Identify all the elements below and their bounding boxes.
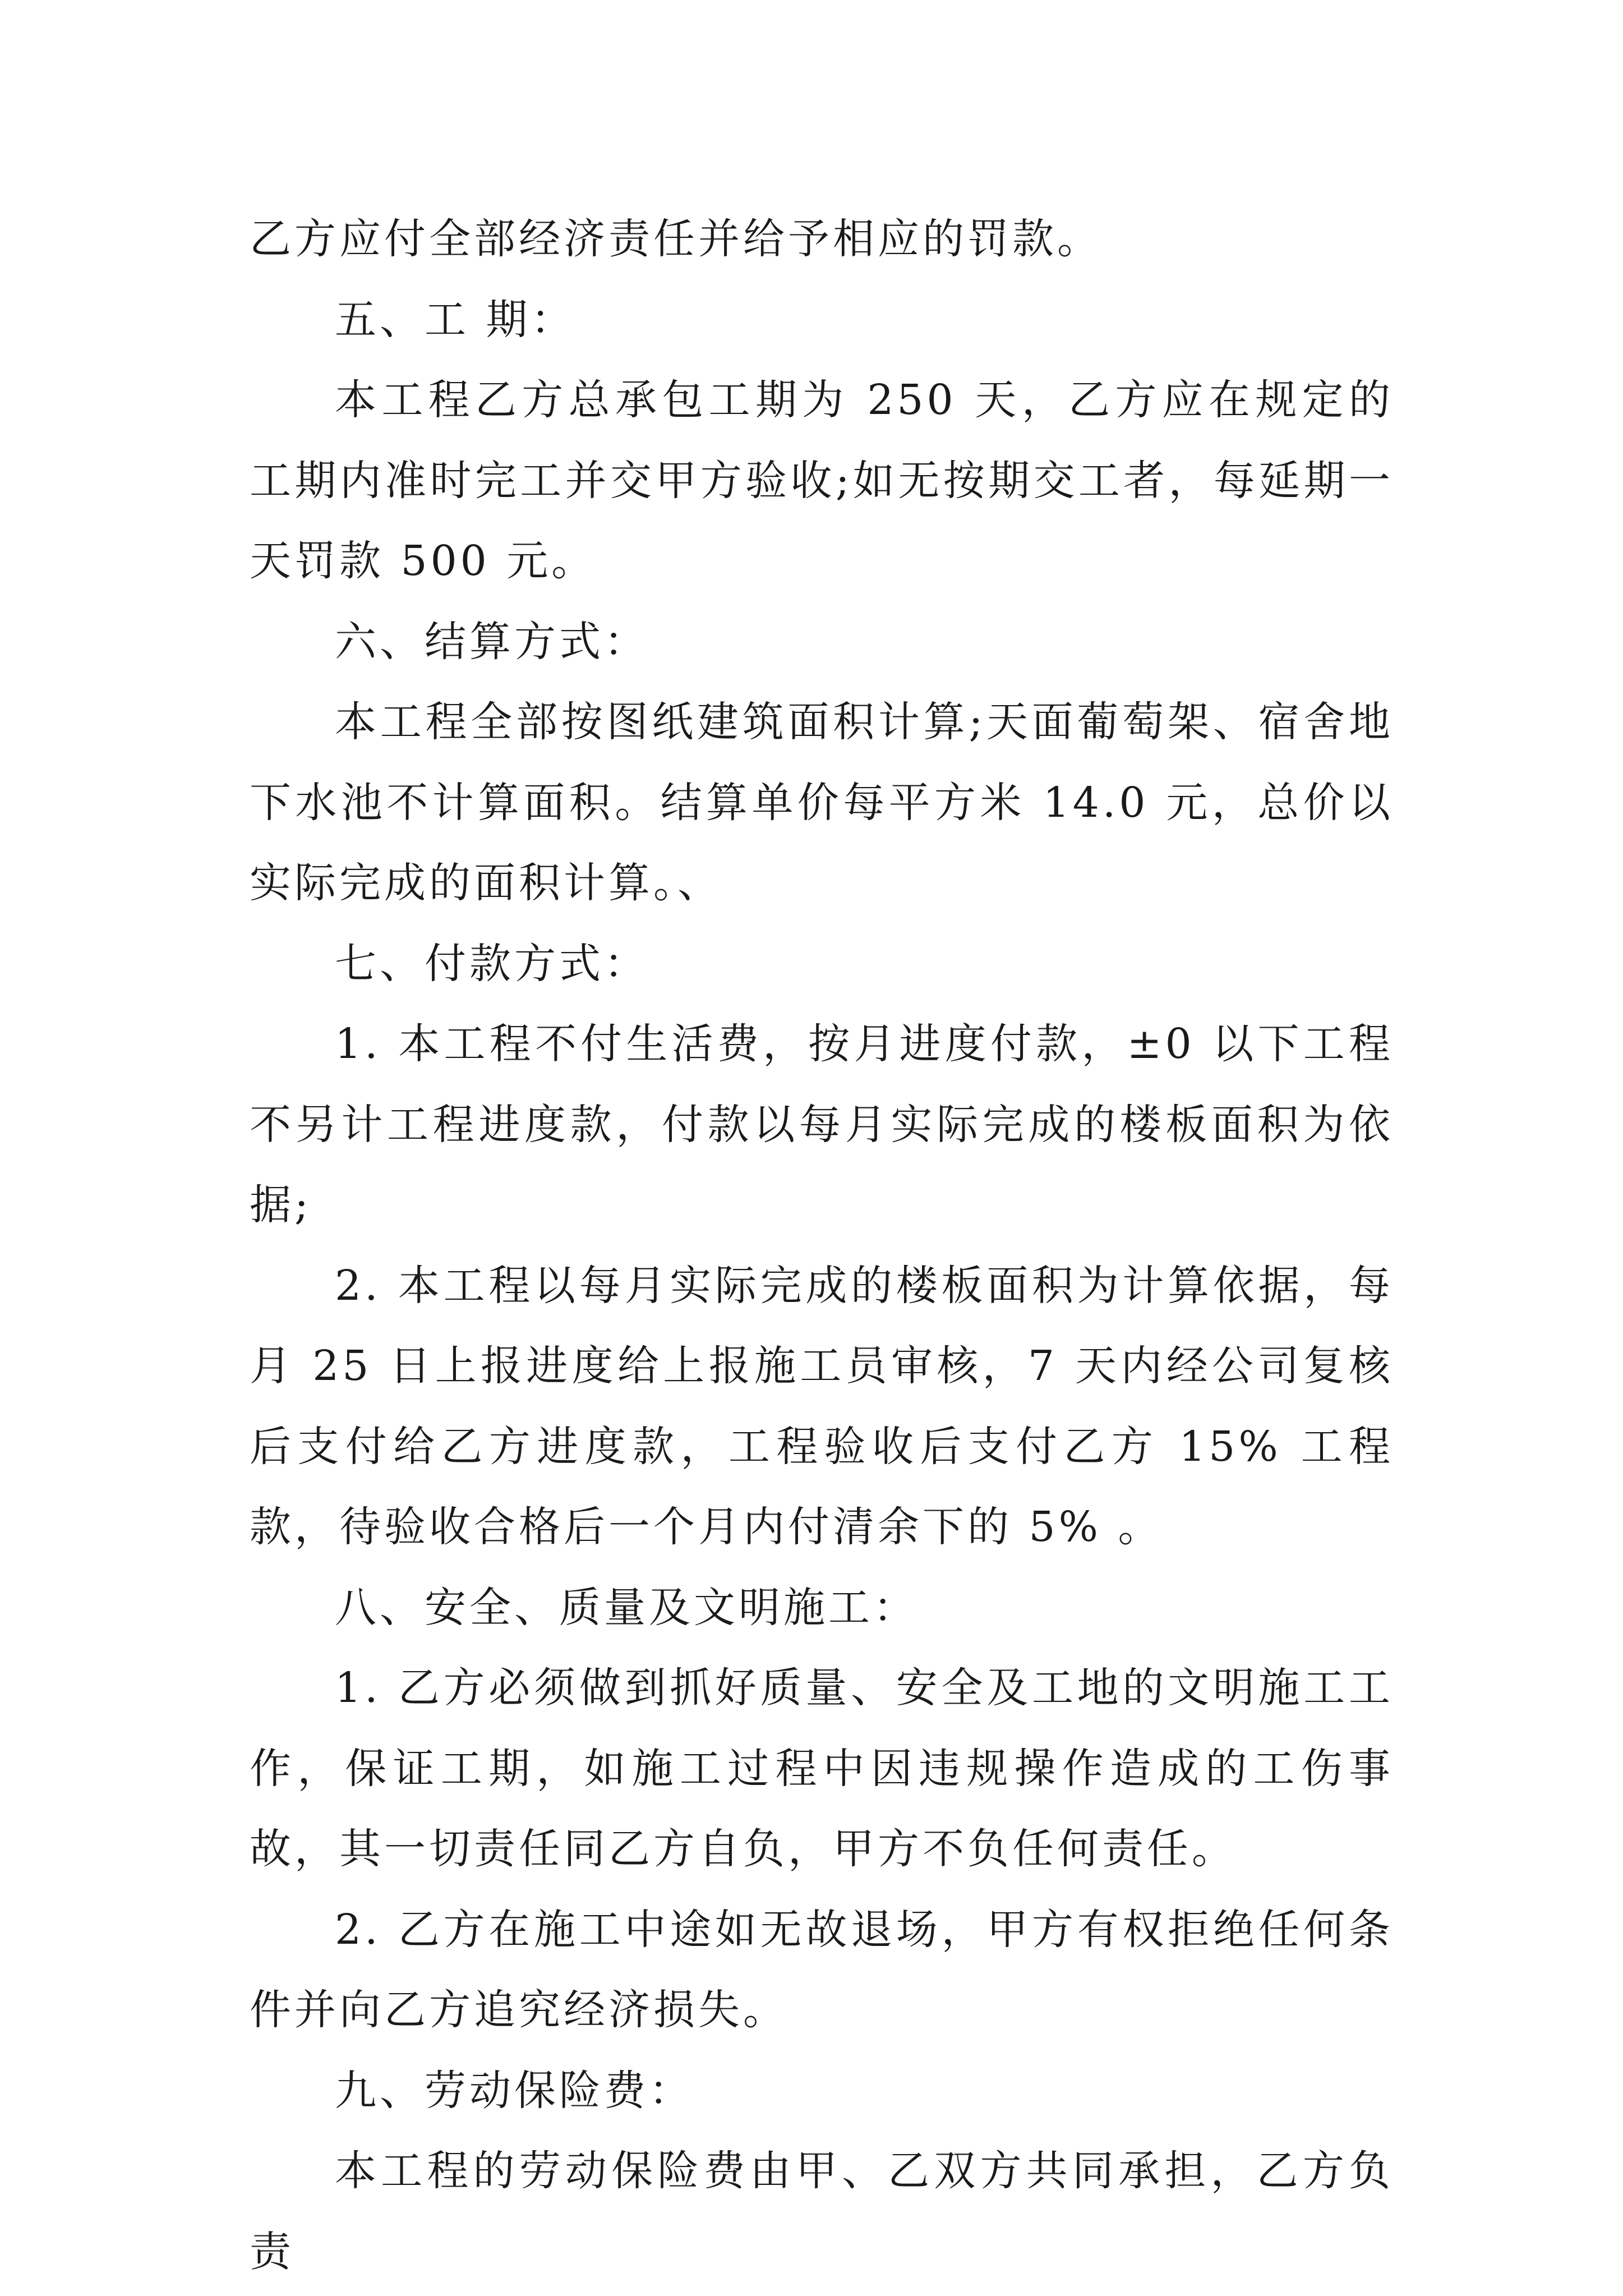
section-heading-safety: 八、安全、质量及文明施工： (335, 1583, 918, 1632)
section-heading-insurance: 九、劳动保险费： (335, 2066, 694, 2115)
paragraph-payment-item-2: 2. 本工程以每月实际完成的楼板面积为计算依据，每月 25 日上报进度给上报施工员审核，7 天内经公司复核后支付给乙方进度款，工程验收后支付乙方 15% 工程款，待验收合格后一个月内付清余下的 5% 。 (250, 1261, 1394, 1551)
paragraph-safety-item-2: 2. 乙方在施工中途如无故退场，甲方有权拒绝任何条件并向乙方追究经济损失。 (250, 1905, 1394, 2034)
paragraph-continuation: 乙方应付全部经济责任并给予相应的罚款。 (250, 215, 1102, 263)
paragraph-safety-item-1: 1. 乙方必须做到抓好质量、安全及工地的文明施工工作，保证工期，如施工过程中因违规操作造成的工伤事故，其一切责任同乙方自负，甲方不负任何责任。 (250, 1664, 1394, 1873)
paragraph-schedule-terms: 本工程乙方总承包工期为 250 天，乙方应在规定的工期内准时完工并交甲方验收;如无按期交工者，每延期一天罚款 500 元。 (250, 376, 1394, 585)
section-heading-schedule: 五、工 期： (335, 295, 576, 344)
paragraph-insurance-terms: 本工程的劳动保险费由甲、乙双方共同承担，乙方负责 (250, 2147, 1394, 2276)
section-heading-payment: 七、付款方式： (335, 939, 649, 988)
contract-body (250, 199, 1394, 2292)
paragraph-payment-item-1: 1. 本工程不付生活费，按月进度付款，±0 以下工程不另计工程进度款，付款以每月实际完成的楼板面积为依据; (250, 1020, 1394, 1229)
section-heading-settlement: 六、结算方式： (335, 617, 649, 666)
paragraph-settlement-terms: 本工程全部按图纸建筑面积计算;天面葡萄架、宿舍地下水池不计算面积。结算单价每平方米 14.0 元，总价以实际完成的面积计算。、 (250, 698, 1394, 907)
